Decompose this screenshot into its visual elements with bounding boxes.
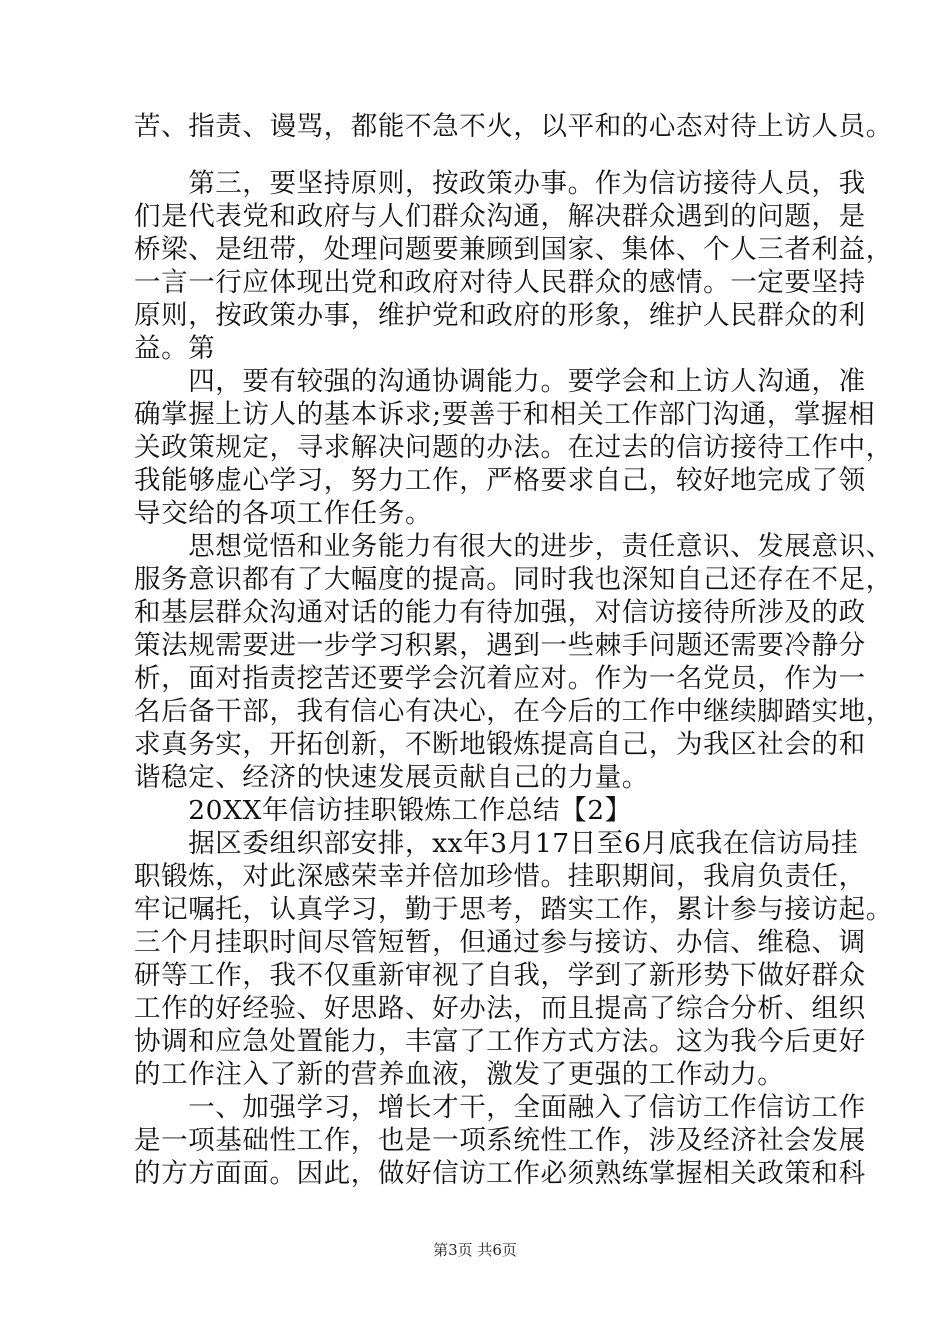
body-text-line: 策法规需要进一步学习积累，遇到一些棘手问题还需要冷静分 — [134, 630, 866, 661]
section-heading: 20XX年信访挂职锻炼工作总结【2】 — [134, 795, 632, 826]
body-text-line: 析，面对指责挖苦还要学会沉着应对。作为一名党员，作为一 — [134, 663, 866, 694]
body-text-line: 第三，要坚持原则，按政策办事。作为信访接待人员，我 — [134, 168, 866, 199]
body-text-line: 的方方面面。因此，做好信访工作必须熟练掌握相关政策和科 — [134, 1158, 866, 1189]
body-text-line: 服务意识都有了大幅度的提高。同时我也深知自己还存在不足， — [134, 564, 893, 595]
body-text-line: 益。第 — [134, 333, 216, 364]
body-text-line: 研等工作，我不仅重新审视了自我，学到了新形势下做好群众 — [134, 960, 866, 991]
body-text-line: 牢记嘱托，认真学习，勤于思考，踏实工作，累计参与接访起。 — [134, 894, 893, 925]
body-text-line: 是一项基础性工作，也是一项系统性工作，涉及经济社会发展 — [134, 1125, 866, 1156]
body-text-line: 协调和应急处置能力，丰富了工作方式方法。这为我今后更好 — [134, 1026, 866, 1057]
body-text-line: 和基层群众沟通对话的能力有待加强，对信访接待所涉及的政 — [134, 597, 866, 628]
body-text-line: 求真务实，开拓创新，不断地锻炼提高自己，为我区社会的和 — [134, 729, 866, 760]
body-text-line: 据区委组织部安排，xx年3月17日至6月底我在信访局挂 — [134, 828, 859, 859]
body-text-line: 职锻炼，对此深感荣幸并倍加珍惜。挂职期间，我肩负责任， — [134, 861, 866, 892]
body-text-line: 原则，按政策办事，维护党和政府的形象，维护人民群众的利 — [134, 300, 866, 331]
body-text-line: 苦、指责、谩骂，都能不急不火，以平和的心态对待上访人员。 — [134, 111, 893, 142]
body-text-line: 一、加强学习，增长才干，全面融入了信访工作信访工作 — [134, 1092, 866, 1123]
body-text-line: 一言一行应体现出党和政府对待人民群众的感情。一定要坚持 — [134, 267, 866, 298]
body-text-line: 的工作注入了新的营养血液，激发了更强的工作动力。 — [134, 1059, 785, 1090]
body-text-line: 思想觉悟和业务能力有很大的进步，责任意识、发展意识、 — [134, 531, 893, 562]
body-text-line: 导交给的各项工作任务。 — [134, 498, 433, 529]
page-number-footer: 第3页 共6页 — [433, 1241, 517, 1259]
body-text-line: 三个月挂职时间尽管短暂，但通过参与接访、办信、维稳、调 — [134, 927, 866, 958]
body-text-line: 工作的好经验、好思路、好办法，而且提高了综合分析、组织 — [134, 993, 866, 1024]
body-text-line: 四，要有较强的沟通协调能力。要学会和上访人沟通，准 — [134, 366, 866, 397]
body-text-line: 我能够虚心学习，努力工作，严格要求自己，较好地完成了领 — [134, 465, 866, 496]
body-text-line: 桥梁、是纽带，处理问题要兼顾到国家、集体、个人三者利益， — [134, 234, 893, 265]
body-text-line: 确掌握上访人的基本诉求;要善于和相关工作部门沟通，掌握相 — [134, 399, 876, 430]
body-text-line: 关政策规定，寻求解决问题的办法。在过去的信访接待工作中， — [134, 432, 893, 463]
body-text-line: 谐稳定、经济的快速发展贡献自己的力量。 — [134, 762, 649, 793]
body-text-line: 名后备干部，我有信心有决心，在今后的工作中继续脚踏实地， — [134, 696, 893, 727]
body-text-line: 们是代表党和政府与人们群众沟通，解决群众遇到的问题，是 — [134, 201, 866, 232]
